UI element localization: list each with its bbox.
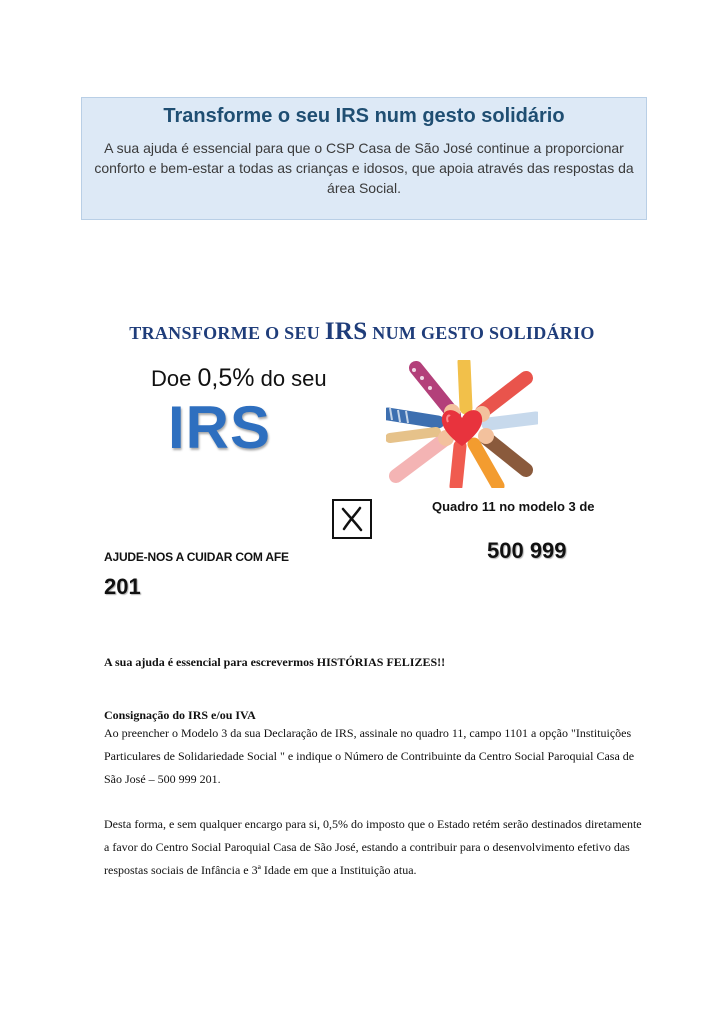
felizes-text: A sua ajuda é essencial para escrevermos HISTÓRIAS FELIZES!! (104, 655, 446, 669)
hands-heart-illustration (386, 360, 538, 488)
quadro-instruction: Quadro 11 no modelo 3 de (432, 499, 595, 514)
flyer-heading-part2: NUM GESTO SOLIDÁRIO (367, 323, 595, 343)
donate-percentage: 0,5% (197, 364, 255, 392)
consignacao-heading: Consignação do IRS e/ou IVA (104, 708, 256, 722)
flyer-heading (0, 318, 724, 346)
x-checkbox-icon (332, 499, 372, 539)
donate-text (151, 364, 327, 393)
ajude-slogan: AJUDE-NOS A CUIDAR COM AFE (104, 550, 289, 564)
irs-big-title: IRS (168, 394, 272, 461)
nif-number-part2: 201 (104, 574, 141, 599)
benefit-paragraph: Desta forma, e sem qualquer encargo para si, 0,5% do imposto que o Estado retém serão destinados diretamente a favor do Centro Social Paroquial Casa de São José, estando a contribuir para o desenvolvimento efetivo das respostas sociais de Infância e 3ª Idade em que a Instituição atua. (104, 817, 642, 877)
flyer-heading-irs: IRS (324, 318, 368, 345)
donate-prefix: Doe (151, 366, 198, 391)
banner-title: Transforme o seu IRS num gesto solidário (163, 105, 565, 127)
banner-text: A sua ajuda é essencial para que o CSP Casa de São José continue a proporcionar conforto e bem-estar a todas as crianças e idosos, que apoia através das respostas da área Social. (94, 140, 634, 196)
nif-number-part1: 500 999 (487, 538, 567, 563)
flyer-heading-part1: TRANSFORME O SEU (129, 323, 325, 343)
donate-suffix: do seu (254, 366, 327, 391)
info-banner (81, 97, 647, 220)
consignacao-paragraph: Ao preencher o Modelo 3 da sua Declaração de IRS, assinale no quadro 11, campo 1101 a opção "Instituições Particulares de Solidariedade Social " e indique o Número de Contribuinte da Centro Social Paroquial Casa de São José – 500 999 201. (104, 726, 635, 786)
